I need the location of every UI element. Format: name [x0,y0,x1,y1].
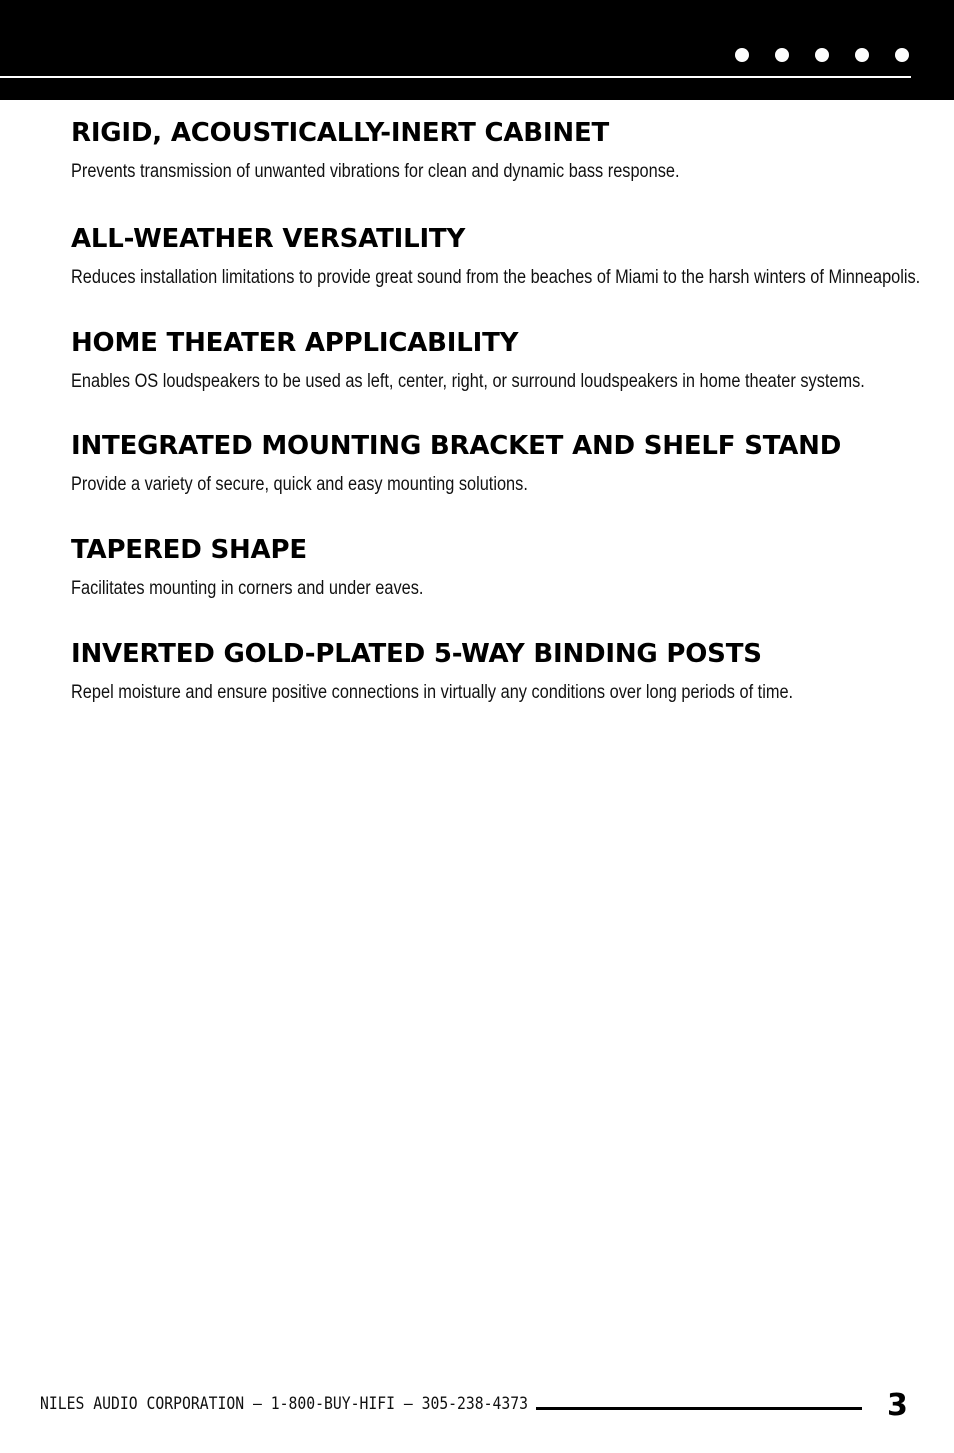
feature-description: Provide a variety of secure, quick and easy mounting solutions. [71,474,528,495]
header-band [0,0,954,100]
feature-section-mounting-bracket [71,429,921,500]
feature-title: INVERTED GOLD-PLATED 5-WAY BINDING POSTS [71,639,762,669]
feature-title: INTEGRATED MOUNTING BRACKET AND SHELF STAND [71,431,842,461]
footer-company-line: NILES AUDIO CORPORATION – 1-800-BUY-HIFI – 305-238-4373 [40,1394,529,1414]
header-rule [0,76,911,78]
feature-description: Reduces installation limitations to provide great sound from the beaches of Miami to the harsh winters of Minneapolis. [71,267,921,288]
feature-description: Enables OS loudspeakers to be used as left, center, right, or surround loudspeakers in home theater systems. [71,371,865,392]
feature-description: Repel moisture and ensure positive connections in virtually any conditions over long periods of time. [71,682,794,703]
feature-section-rigid-cabinet [71,116,921,187]
page-footer [40,1388,920,1423]
feature-title: TAPERED SHAPE [71,535,307,565]
header-dots [735,48,909,62]
header-dot-2 [775,48,789,62]
feature-section-tapered-shape [71,533,921,604]
feature-section-all-weather [71,222,921,293]
feature-section-binding-posts [71,637,921,708]
header-dot-1 [735,48,749,62]
feature-title: ALL-WEATHER VERSATILITY [71,224,466,254]
header-dot-4 [855,48,869,62]
footer-rule [536,1407,862,1410]
feature-description: Prevents transmission of unwanted vibrations for clean and dynamic bass response. [71,161,680,182]
feature-section-home-theater [71,326,921,397]
page-number: 3 [887,1388,908,1423]
feature-title: RIGID, ACOUSTICALLY-INERT CABINET [71,118,610,148]
feature-title: HOME THEATER APPLICABILITY [71,328,519,358]
header-dot-3 [815,48,829,62]
header-dot-5 [895,48,909,62]
feature-description: Facilitates mounting in corners and under eaves. [71,578,424,599]
feature-list [71,116,921,708]
